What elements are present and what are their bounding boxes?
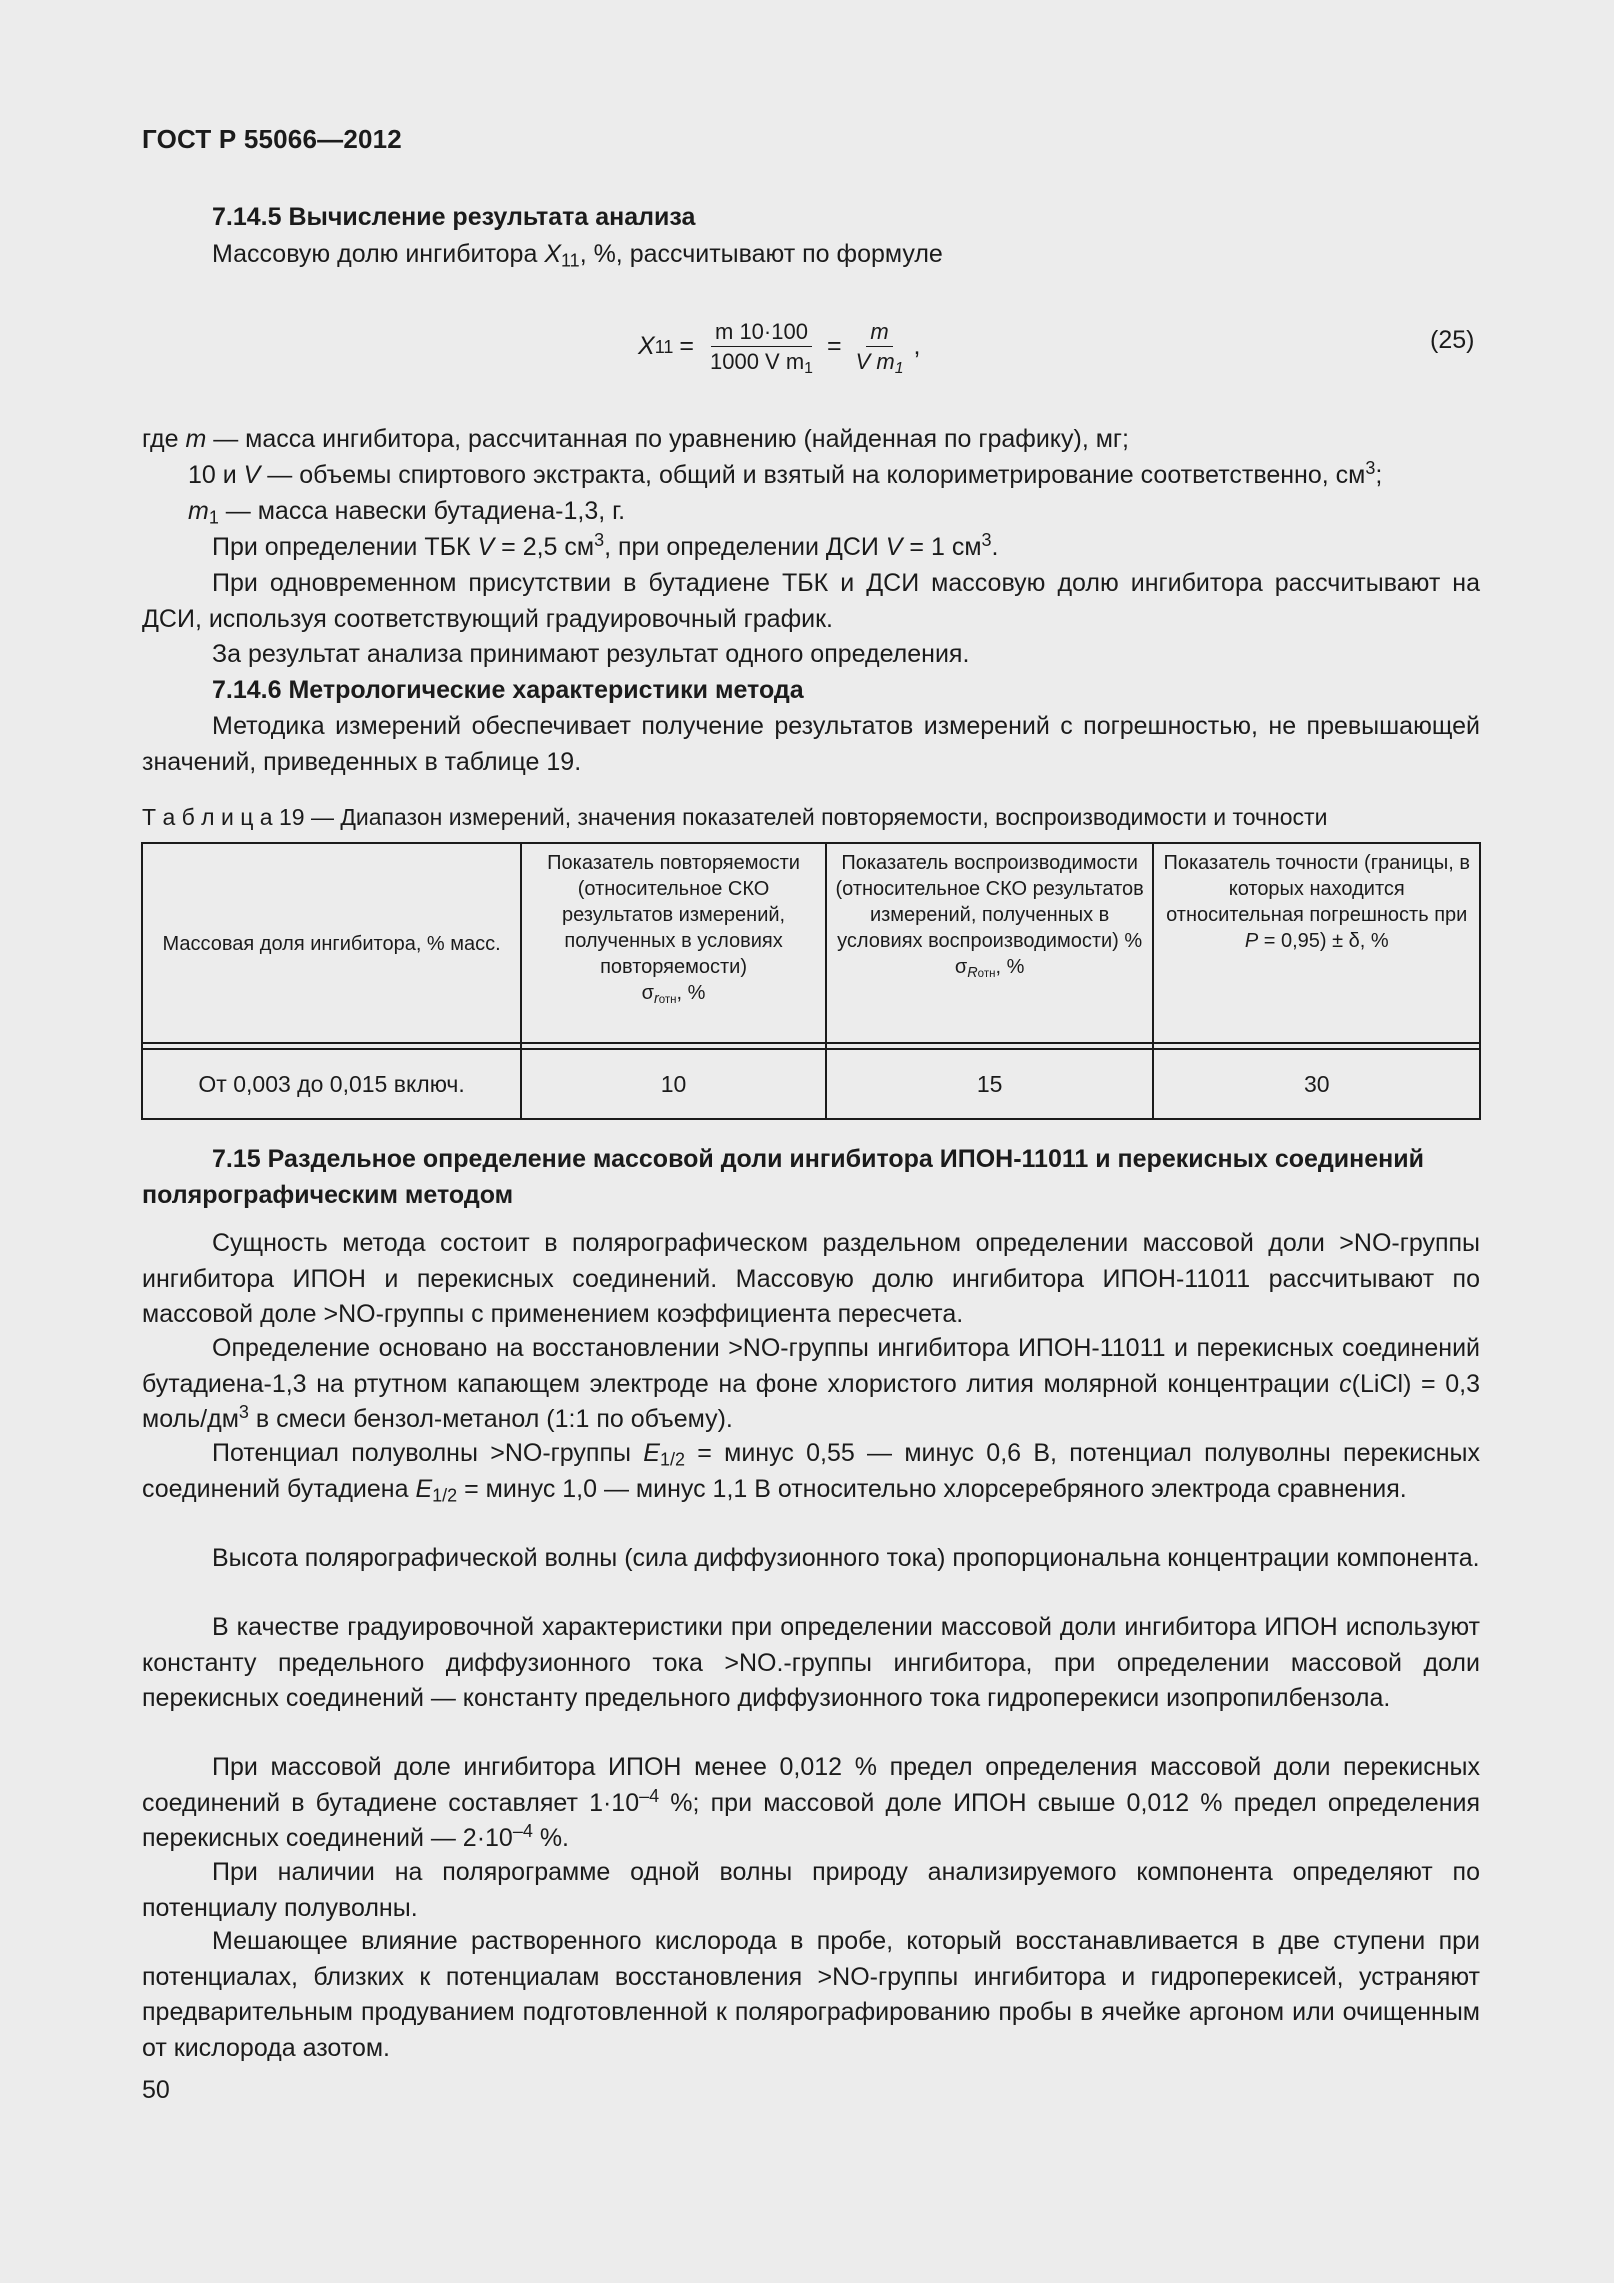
- paragraph-basis: Определение основано на восстановлении >NO-группы ингибитора ИПОН-11011 и перекисных соединений бутадиена-1,3 на ртутном капающем электроде на фоне хлористого лития молярной концентрации c(LiCl) = 0,3 моль/$дм^3$ в смеси бензол-метанол (1:1 по объему).: [142, 1334, 1480, 1433]
- formula-25: X 11 = $\frac{m 10\cdot 100}{1000 V m_1}$ = $\frac{m}{V m_1}$ ,: [638, 319, 921, 377]
- table-header-mass-fraction: Массовая доля ингибитора, % масс.: [142, 843, 521, 1043]
- paragraph-volumes: При определении ТБК V = 2,5 $см^3$, при определении ДСИ V = 1 $см^3$.: [212, 530, 999, 561]
- where-line-m: где m — масса ингибитора, рассчитанная по уравнению (найденная по графику), мг;: [142, 425, 1129, 453]
- formula-fraction-2: $\frac{m}{V m_1}$: [855, 319, 904, 377]
- paragraph-oxygen: Мешающее влияние растворенного кислорода в пробе, который восстанавливается в две ступени при потенциалах, близких к потенциалам восстановления >NO-группы ингибитора и гидроперекисей, устраняют предварительным продуванием подготовленной к полярографированию пробы в ячейке аргоном или очищенным от кислорода азотом.: [142, 1927, 1480, 2062]
- equation-number: (25): [1430, 326, 1475, 354]
- standard-header: ГОСТ Р 55066—2012: [142, 124, 402, 154]
- table-cell-repeatability: 10: [521, 1049, 826, 1119]
- formula-intro: Массовую долю ингибитора $X_{11}$, %, рассчитывают по формуле: [212, 240, 943, 271]
- paragraph-potential: Потенциал полуволны >NO-группы $E_{1/2}$ = минус 0,55 — минус 0,6 В, потенциал полуволны перекисных соединений бутадиена $E_{1/2}$ = минус 1,0 — минус 1,1 В относительно хлорсеребряного электрода сравнения.: [142, 1439, 1480, 1505]
- paragraph-simultaneous: При одновременном присутствии в бутадиене ТБК и ДСИ массовую долю ингибитора рассчитывают на ДСИ, используя соответствующий градуировочный график.: [142, 569, 1480, 633]
- section-heading-7-14-6: 7.14.6 Метрологические характеристики метода: [212, 676, 804, 704]
- where-line-v: 10 и V — объемы спиртового экстракта, общий и взятый на колориметрирование соответственно, $см^3$;: [188, 458, 1383, 489]
- paragraph-calibration: В качестве градуировочной характеристики при определении массовой доли ингибитора ИПОН используют константу предельного диффузионного тока >NO.-группы ингибитора, при определении массовой доли перекисных соединений — константу предельного диффузионного тока гидроперекиси изопропилбензола.: [142, 1613, 1480, 1712]
- table-cell-range: От 0,003 до 0,015 включ.: [142, 1049, 521, 1119]
- table-header-accuracy: Показатель точности (границы, в которых находится относительная погрешность при P = 0,95) ± δ, %: [1153, 843, 1480, 1043]
- table-caption: Т а б л и ц а 19 — Диапазон измерений, значения показателей повторяемости, воспроизводимости и точности: [142, 804, 1328, 830]
- table-header-reproducibility: Показатель воспроизводимости (относительное СКО результатов измерений, полученных в условиях воспроизводимости) % $\sigma_{Rотн}$, %: [826, 843, 1154, 1043]
- paragraph-metrology: Методика измерений обеспечивает получение результатов измерений с погрешностью, не превышающей значений, приведенных в таблице 19.: [142, 712, 1480, 776]
- formula-fraction-1: $\frac{m 10\cdot 100}{1000 V m_1}$: [709, 319, 813, 377]
- table-row: [142, 1049, 1480, 1119]
- page-number: 50: [142, 2076, 170, 2104]
- table-header-row: [142, 843, 1480, 1043]
- paragraph-single-wave: При наличии на полярограмме одной волны природу анализируемого компонента определяют по потенциалу полуволны.: [142, 1858, 1480, 1922]
- table-header-repeatability: Показатель повторяемости (относительное СКО результатов измерений, полученных в условиях повторяемости) $\sigma_{rотн}$, %: [521, 843, 826, 1043]
- paragraph-result: За результат анализа принимают результат одного определения.: [212, 640, 970, 668]
- paragraph-wave-height: Высота полярографической волны (сила диффузионного тока) пропорциональна концентрации компонента.: [212, 1544, 1480, 1572]
- paragraph-detection-limit: При массовой доле ингибитора ИПОН менее 0,012 % предел определения массовой доли перекисных соединений в бутадиене составляет $1\cdot 10^{-4}$ %; при массовой доле ИПОН свыше 0,012 % предел определения перекисных соединений — $2\cdot 10^{-4}$ %.: [142, 1753, 1480, 1852]
- table-19: [141, 842, 1481, 1120]
- section-heading-7-15: 7.15 Раздельное определение массовой доли ингибитора ИПОН-11011 и перекисных соединений полярографическим методом: [142, 1145, 1424, 1209]
- table-cell-accuracy: 30: [1153, 1049, 1480, 1119]
- table-cell-reproducibility: 15: [826, 1049, 1154, 1119]
- paragraph-essence: Сущность метода состоит в полярографическом раздельном определении массовой доли >NO-группы ингибитора ИПОН и перекисных соединений. Массовую долю ингибитора ИПОН-11011 рассчитывают по массовой доле >NO-группы с применением коэффициента пересчета.: [142, 1229, 1480, 1328]
- section-heading-7-14-5: 7.14.5 Вычисление результата анализа: [212, 203, 696, 231]
- where-line-m1: $m_1$ — масса навески бутадиена-1,3, г.: [188, 497, 626, 528]
